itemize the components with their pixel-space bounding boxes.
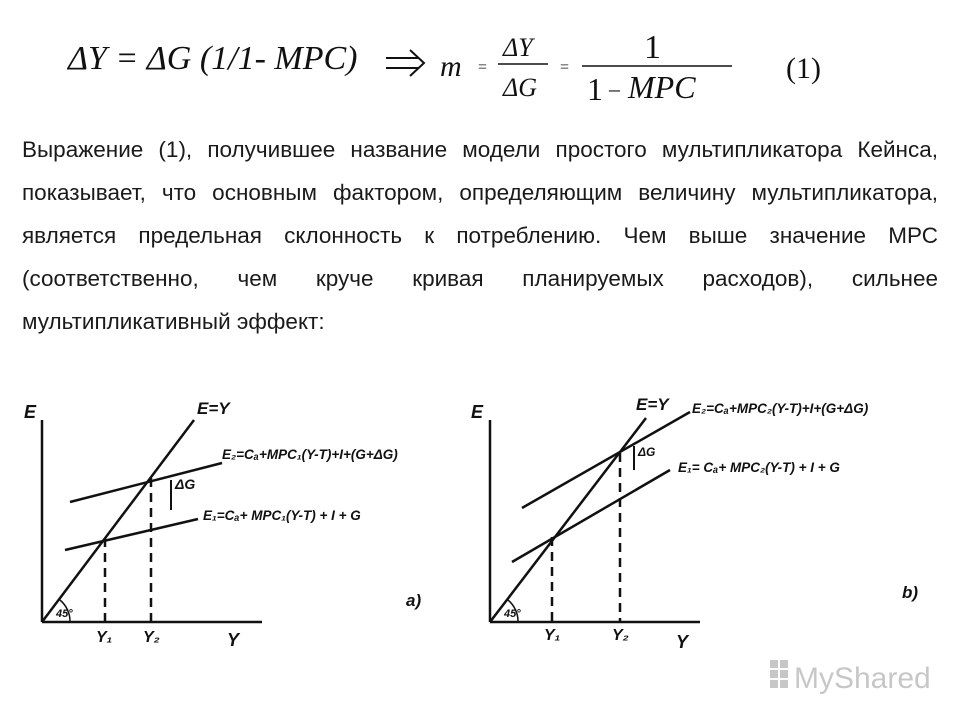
graph-b-y2-label: Y₂ (612, 627, 629, 644)
graph-b-x-axis-label: Y (676, 632, 689, 652)
graph-b-angle-label: 45° (504, 608, 521, 620)
graph-a-e1-label: E₁=Cₐ+ MPC₁(Y-T) + I + G (203, 508, 361, 523)
graph-a-y1-label: Y₁ (96, 629, 113, 646)
graph-a-delta-g-label: ΔG (175, 476, 196, 492)
m-symbol: m (440, 50, 462, 83)
fraction1-denominator: ΔG (503, 73, 538, 102)
watermark-text: MyShared (794, 662, 931, 695)
equals-2: = (560, 59, 570, 76)
graph-b (471, 395, 918, 652)
graph-a-angle-label: 45° (56, 608, 73, 620)
graph-a-45-label: E=Y (197, 399, 230, 418)
explanation-paragraph: Выражение (1), получившее название модели простого мультипликатора Кейнса, показывает, что основным фактором, определяющим величину мультипликатора, является предельная склонность к потреблению. Чем выше значение МРС (соответственно, чем круче кривая планируемых расходов), сильнее мультипликативный эффект: (22, 137, 938, 334)
graph-b-45-line (490, 418, 646, 622)
graph-b-delta-g-label: ΔG (638, 445, 656, 459)
equals-1: = (478, 59, 488, 76)
graph-b-e2-line (522, 412, 690, 508)
graph-a-e2-label: E₂=Cₐ+MPC₁(Y-T)+I+(G+ΔG) (222, 447, 398, 462)
fraction2-den-one: 1 (587, 71, 603, 107)
watermark (770, 660, 931, 695)
equation-number: (1) (786, 52, 821, 85)
graph-a-e1-line (65, 519, 198, 550)
multiplier-formula: ΔY = ΔG (1/1- MPC) (68, 40, 358, 77)
graph-b-e1-line (512, 470, 670, 562)
watermark-logo-icon (770, 660, 788, 688)
graph-a-e2-line (70, 463, 222, 502)
graph-b-y1-label: Y₁ (544, 627, 561, 644)
graph-a (24, 399, 421, 650)
graph-a-x-axis-label: Y (227, 630, 240, 650)
graph-a-panel-label: a) (406, 591, 422, 610)
graph-a-y2-label: Y₂ (143, 629, 160, 646)
graph-a-y-axis-label: E (24, 402, 37, 422)
fraction2-den-minus: – (609, 76, 620, 101)
graph-a-45-line (42, 420, 194, 622)
graph-b-e1-label: E₁= Cₐ+ MPC₂(Y-T) + I + G (678, 460, 840, 475)
graph-b-45-label: E=Y (636, 395, 669, 414)
fraction2-numerator: 1 (644, 29, 661, 66)
fraction1-numerator: ΔY (503, 33, 533, 62)
graph-b-panel-label: b) (902, 583, 919, 602)
graph-b-e2-label: E₂=Cₐ+MPC₂(Y-T)+I+(G+ΔG) (692, 401, 869, 416)
fraction2-den-mpc: MPC (628, 69, 696, 105)
graph-b-y-axis-label: E (471, 402, 484, 422)
